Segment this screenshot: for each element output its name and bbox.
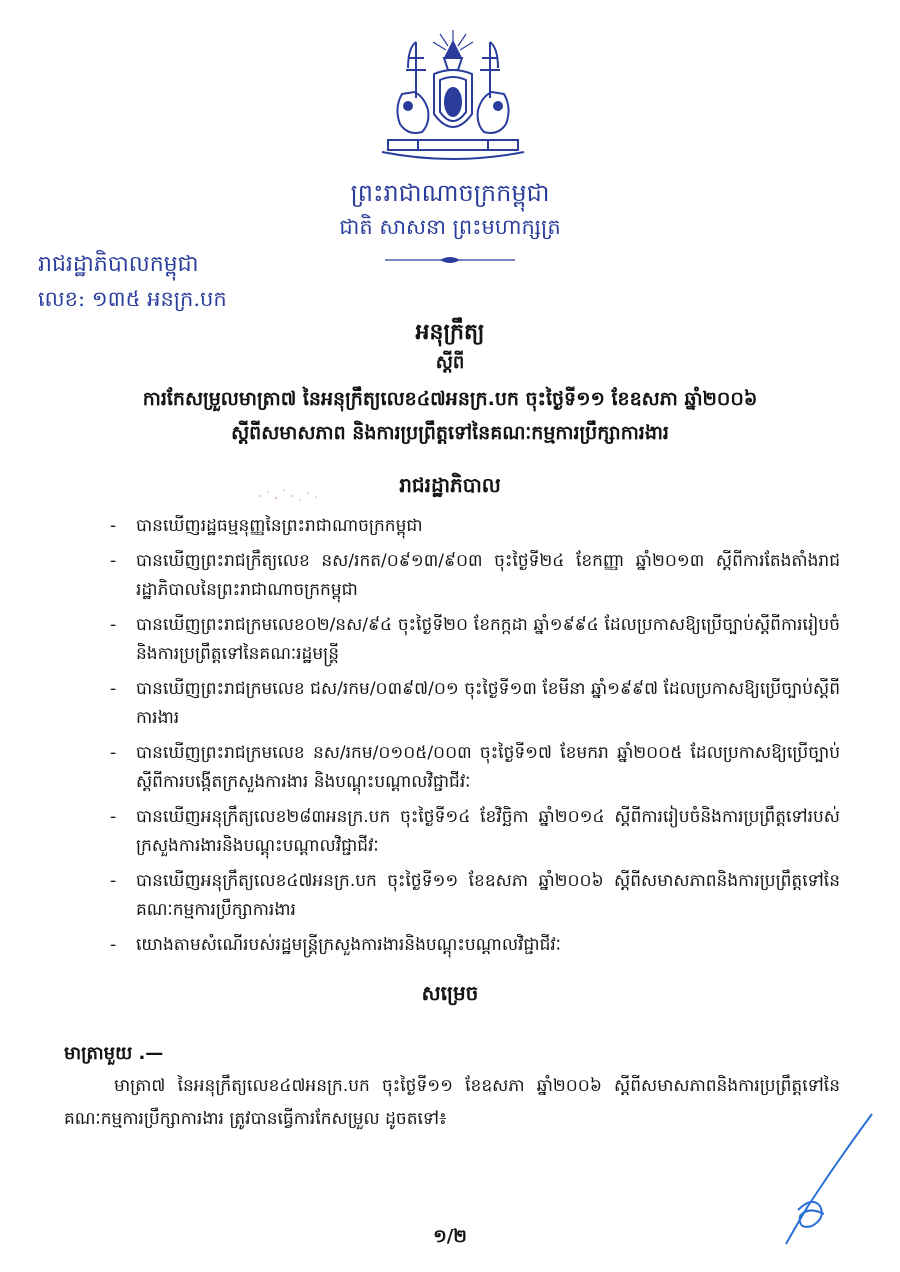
recital-item: - បានឃើញអនុក្រឹត្យលេខ២៨៣អនក្រ.បក ចុះថ្ងៃទី១៤ ខែវិច្ឆិកា ឆ្នាំ២០១៤ ស្តីពីការរៀបចំនិងការប្រព្រឹត្តទៅរបស់ក្រសួងការងារនិងបណ្តុះបណ្តាលវិជ្ជាជីវៈ (110, 807, 840, 856)
recital-item: - បានឃើញព្រះរាជក្រមលេខ ជស/រកម/០៣៩៧/០១ ចុះថ្ងៃទី១៣ ខែមីនា ឆ្នាំ១៩៩៧ ដែលប្រកាសឱ្យប្រើច្បាប់ស្តីពីការងារ (110, 679, 840, 728)
reference-number: លេខ: ១៣៥ អនក្រ.បក (38, 287, 227, 311)
recital-item: - បានឃើញអនុក្រឹត្យលេខ៤៧អនក្រ.បក ចុះថ្ងៃទី១១ ខែឧសភា ឆ្នាំ២០០៦ ស្តីពីសមាសភាពនិងការប្រព្រឹត្តទៅនៃគណៈកម្មការប្រឹក្សាការងារ (110, 871, 840, 920)
government-name: រាជរដ្ឋាភិបាលកម្ពុជា (38, 252, 199, 277)
recital-item: - យោងតាមសំណើរបស់រដ្ឋមន្ត្រីក្រសួងការងារនិងបណ្តុះបណ្តាលវិជ្ជាជីវៈ (110, 935, 561, 955)
decision-heading: សម្រេច (421, 981, 479, 1005)
issuer-heading: រាជរដ្ឋាភិបាល (399, 473, 501, 497)
article-heading: មាត្រាមួយ .— (64, 1043, 164, 1064)
recital-item: - បានឃើញព្រះរាជក្រមលេខ នស/រកម/០១០៥/០០៣ ចុះថ្ងៃទី១៧ ខែមករា ឆ្នាំ២០០៥ ដែលប្រកាសឱ្យប្រើច្បាប់ស្តីពីការបង្កើតក្រសួងការងារ និងបណ្តុះបណ្តាលវិជ្ជាជីវៈ (110, 743, 840, 792)
recital-item: - បានឃើញព្រះរាជក្រឹត្យលេខ នស/រកត/០៩១៣/៩០៣ ចុះថ្ងៃទី២៤ ខែកញ្ញា ឆ្នាំ២០១៣ ស្តីពីការតែងតាំងរាជរដ្ឋាភិបាលនៃព្រះរាជាណាចក្រកម្ពុជា (110, 551, 840, 600)
recital-item: - បានឃើញព្រះរាជក្រមលេខ០២/នស/៩៤ ចុះថ្ងៃទី២០ ខែកក្កដា ឆ្នាំ១៩៩៤ ដែលប្រកាសឱ្យប្រើច្បាប់ស្តីពីការរៀបចំនិងការប្រព្រឹត្តទៅនៃគណៈរដ្ឋមន្ត្រី (110, 615, 840, 664)
recitals-list (110, 512, 840, 966)
kingdom-heading: ព្រះរាជាណាចក្រកម្ពុជា (350, 179, 550, 207)
ornament-divider-icon (385, 254, 515, 266)
subject-line-1: ការកែសម្រួលមាត្រា៧ នៃអនុក្រឹត្យលេខ៤៧អនក្រ.បក ចុះថ្ងៃទី១១ ខែឧសភា ឆ្នាំ២០០៦ (142, 388, 758, 410)
signature-icon (768, 1110, 878, 1250)
national-motto: ជាតិ សាសនា ព្រះមហាក្សត្រ (339, 215, 561, 239)
document-type: អនុក្រឹត្យ (415, 320, 485, 345)
about-label: ស្តីពី (435, 352, 465, 373)
faint-stamp-icon (250, 478, 330, 508)
article-body: មាត្រា៧ នៃអនុក្រឹត្យលេខ៤៧អនក្រ.បក ចុះថ្ងៃទី១១ ខែឧសភា ឆ្នាំ២០០៦ ស្តីពីសមាសភាពនិងការប្រព្រឹត្តទៅនៃគណៈកម្មការប្រឹក្សាការងារ ត្រូវបានធ្វើការកែសម្រួល ដូចតទៅ៖ (64, 1076, 840, 1129)
page-number: ១/២ (433, 1226, 467, 1247)
royal-coat-of-arms-icon (378, 28, 528, 166)
subject-line-2: ស្តីពីសមាសភាព និងការប្រព្រឹត្តទៅនៃគណៈកម្មការប្រឹក្សាការងារ (231, 422, 669, 444)
recital-item: - បានឃើញរដ្ឋធម្មនុញ្ញនៃព្រះរាជាណាចក្រកម្ពុជា (110, 516, 423, 536)
